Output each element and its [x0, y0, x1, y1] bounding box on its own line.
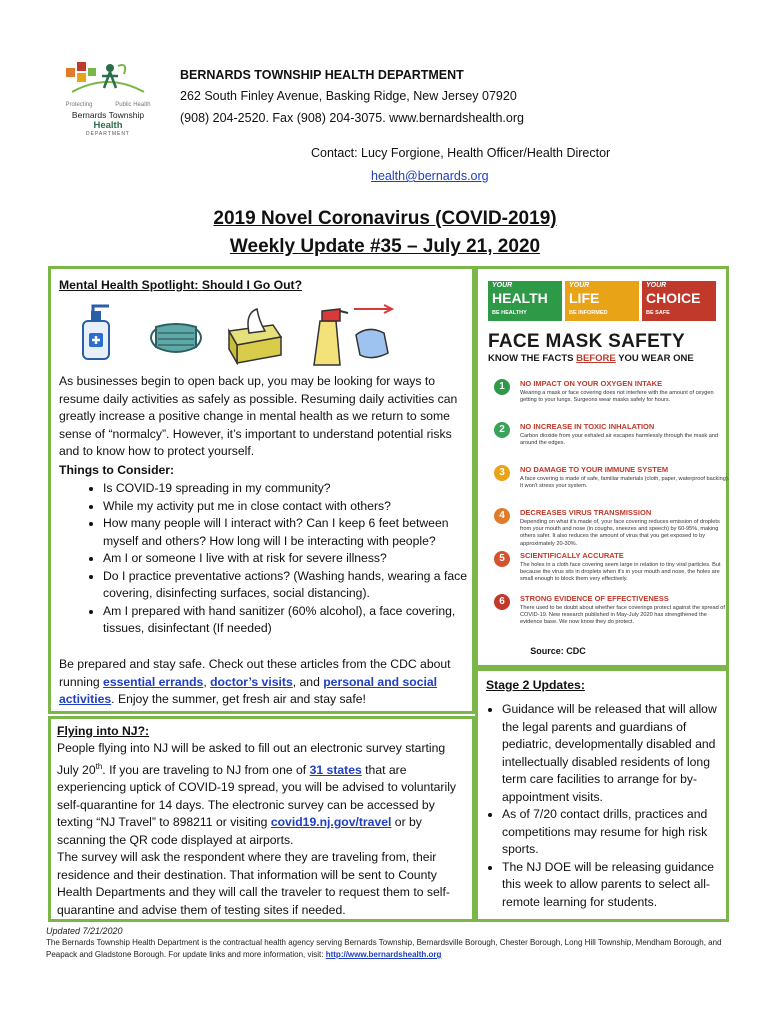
- fact-body: A face covering is made of safe, familiar materials (cloth, paper, waterproof backing). It won't stress your system.: [520, 476, 730, 490]
- banner-tile-top: YOUR: [646, 282, 667, 289]
- fact-body: Depending on what it's made of, your face covering reduces emission of droplets from your mouth and nose (in coughs, sneezes and speech) by 60-95%, making others safer. It also reduces the amount of virus that you get exposed to by approximately 20-30%.: [520, 519, 720, 547]
- fact-number-badge: 6: [494, 594, 510, 610]
- page-title: 2019 Novel Coronavirus (COVID-2019): [213, 208, 557, 229]
- stage2-item: • The NJ DOE will be releasing guidance this week to allow parents to select all-remote learning for students.: [502, 859, 730, 912]
- fact-number-badge: 3: [494, 465, 510, 481]
- consider-item: • How many people will I interact with? Can I keep 6 feet between myself and others? How long will I be interacting with people?: [103, 515, 473, 550]
- mental-health-box: [48, 266, 475, 714]
- logo-department: DEPARTMENT: [86, 131, 130, 137]
- fact-body: Wearing a mask or face covering does not interfere with the amount of oxygen getting to your lungs. Surgeons wear masks safely for hours.: [520, 390, 714, 404]
- banner-tile-big: HEALTH: [492, 290, 548, 306]
- fact-heading: SCIENTIFICALLY ACCURATE: [520, 551, 624, 560]
- org-address: 262 South Finley Avenue, Basking Ridge, New Jersey 07920: [180, 89, 517, 103]
- fact-heading: DECREASES VIRUS TRANSMISSION: [520, 508, 652, 517]
- banner-tile-big: CHOICE: [646, 290, 701, 306]
- banner-tile-top: YOUR: [492, 282, 513, 289]
- mental-health-heading: Mental Health Spotlight: Should I Go Out?: [59, 278, 303, 292]
- logo-health: Health: [93, 120, 123, 131]
- banner-tile-top: YOUR: [569, 282, 590, 289]
- fact-number-badge: 5: [494, 551, 510, 567]
- nj-travel-link[interactable]: covid19.nj.gov/travel: [270, 815, 392, 830]
- fact-heading: NO DAMAGE TO YOUR IMMUNE SYSTEM: [520, 465, 669, 474]
- tissue-box-icon: [221, 305, 286, 365]
- logo-small-right: Public Health: [115, 102, 151, 108]
- contact-line: Contact: Lucy Forgione, Health Officer/Health Director: [311, 146, 611, 160]
- stage2-item: • As of 7/20 contact drills, practices and competitions may resume for high risk sports.: [502, 806, 730, 859]
- 31-states-link[interactable]: 31 states: [309, 762, 362, 777]
- face-mask-icon: [146, 319, 206, 359]
- stage2-list: [484, 701, 730, 911]
- banner-tile: [488, 281, 562, 321]
- footer-website-link[interactable]: http://www.bernardshealth.org: [325, 950, 442, 959]
- hand-sanitizer-icon: [71, 303, 121, 363]
- logo-name: Bernards Township: [71, 110, 145, 120]
- banner-tile-bottom: BE SAFE: [646, 310, 670, 316]
- contact-email-link[interactable]: health@bernards.org: [371, 169, 489, 183]
- flying-heading: Flying into NJ?:: [57, 724, 150, 738]
- stage2-box: [475, 668, 729, 922]
- spray-bottle-icon: [306, 299, 401, 369]
- health-life-choice-banner: [488, 281, 718, 321]
- face-mask-title: FACE MASK SAFETY: [488, 331, 685, 352]
- doctors-visits-link[interactable]: doctor’s visits: [210, 674, 293, 689]
- fact-body: The holes in a cloth face covering seem large in relation to tiny viral particles. But because the virus sits in droplets when it's in your mouth and nose, the holes are small enough to block them very effectively.: [520, 562, 721, 583]
- consider-item: • Do I practice preventative actions? (Washing hands, wearing a face covering, disinfecting surfaces, social distancing).: [103, 568, 473, 603]
- fact-heading: NO INCREASE IN TOXIC INHALATION: [520, 422, 655, 431]
- fact-heading: STRONG EVIDENCE OF EFFECTIVENESS: [520, 594, 669, 603]
- mental-health-closing: Be prepared and stay safe. Check out these articles from the CDC about running essential errands, doctor’s visits, and personal and social activities. Enjoy the summer, get fresh air and stay safe!: [59, 657, 451, 706]
- banner-tile-big: LIFE: [569, 290, 600, 306]
- fact-number-badge: 1: [494, 379, 510, 395]
- page-subtitle: Weekly Update #35 – July 21, 2020: [229, 236, 541, 257]
- face-mask-source: Source: CDC: [530, 646, 586, 656]
- banner-tile: [565, 281, 639, 321]
- flying-box: [48, 716, 475, 922]
- consider-item: • Is COVID-19 spreading in my community?: [103, 480, 473, 498]
- fact-heading: NO IMPACT ON YOUR OXYGEN INTAKE: [520, 379, 663, 388]
- fact-number-badge: 4: [494, 508, 510, 524]
- fact-body: There used to be doubt about whether face coverings protect against the spread of COVID-19. New research published in May-July 2020 has strengthened the evidence base. We now know they do protect.: [520, 605, 725, 626]
- logo-small-left: Protecting: [65, 102, 93, 108]
- face-mask-facts-list: [484, 379, 730, 634]
- consider-item: • Am I or someone I live with at risk for severe illness?: [103, 550, 473, 568]
- footer-text: The Bernards Township Health Department is the contractual health agency serving Bernards Township, Bernardsville Borough, Chester Borough, Long Hill Township, Mendham Borough, and Peapack and Gladstone Borough. For update links and more information, visit: http://www.bernardshealth.org: [46, 938, 722, 959]
- flying-paragraph-2: The survey will ask the respondent where they are traveling from, their residence and their destination. That information will be sent to County Health Departments and they will call the traveler to request them to self-quarantine and advise them of testing sites if needed.: [57, 850, 450, 917]
- banner-tile-bottom: BE INFORMED: [569, 310, 608, 316]
- personal-social-activities-link[interactable]: personal and social activities: [59, 674, 438, 706]
- face-mask-subtitle: KNOW THE FACTS BEFORE YOU WEAR ONE: [488, 353, 694, 364]
- updated-date: Updated 7/21/2020: [46, 926, 123, 936]
- mental-health-intro: As businesses begin to open back up, you may be looking for ways to resume daily activities as safely as possible. Resuming daily activities can greatly increase a positive change in mental health as we return to some sense of “normalcy”. However, it’s important to understand potential risks and to know how to protect yourself.: [59, 374, 458, 458]
- consider-item: • While my activity put me in close contact with others?: [103, 498, 473, 516]
- banner-tile: [642, 281, 716, 321]
- stage2-item: • Guidance will be released that will allow the legal parents and guardians of pediatric, developmentally disabled and intellectually disabled residents of long term care facilities to arrange for by-appointment visits.: [502, 701, 730, 806]
- fact-body: Carbon dioxide from your exhaled air escapes harmlessly through the mask and around the edges.: [520, 433, 719, 447]
- things-to-consider-heading: Things to Consider:: [59, 463, 175, 477]
- things-to-consider-list: [59, 480, 473, 638]
- essential-errands-link[interactable]: essential errands: [103, 674, 204, 689]
- stage2-heading: Stage 2 Updates:: [486, 678, 585, 692]
- fact-number-badge: 2: [494, 422, 510, 438]
- face-mask-box: [475, 266, 729, 668]
- banner-tile-bottom: BE HEALTHY: [492, 310, 527, 316]
- department-logo: [58, 58, 158, 140]
- flying-paragraph-1: People flying into NJ will be asked to fill out an electronic survey starting July 20th. If you are traveling to NJ from one of 31 states that are experiencing uptick of COVID-19 spread, you will be advised to voluntarily self-quarantine for 14 days. The electronic survey can be accessed by texting “NJ Travel” to 898211 or visiting covid19.nj.gov/travel or by scanning the QR code displayed at airports.: [57, 741, 457, 847]
- org-name: BERNARDS TOWNSHIP HEALTH DEPARTMENT: [180, 68, 464, 82]
- org-phone: (908) 204-2520. Fax (908) 204-3075. www.bernardshealth.org: [180, 111, 524, 125]
- consider-item: • Am I prepared with hand sanitizer (60% alcohol), a face covering, tissues, disinfectant (If needed): [103, 603, 473, 638]
